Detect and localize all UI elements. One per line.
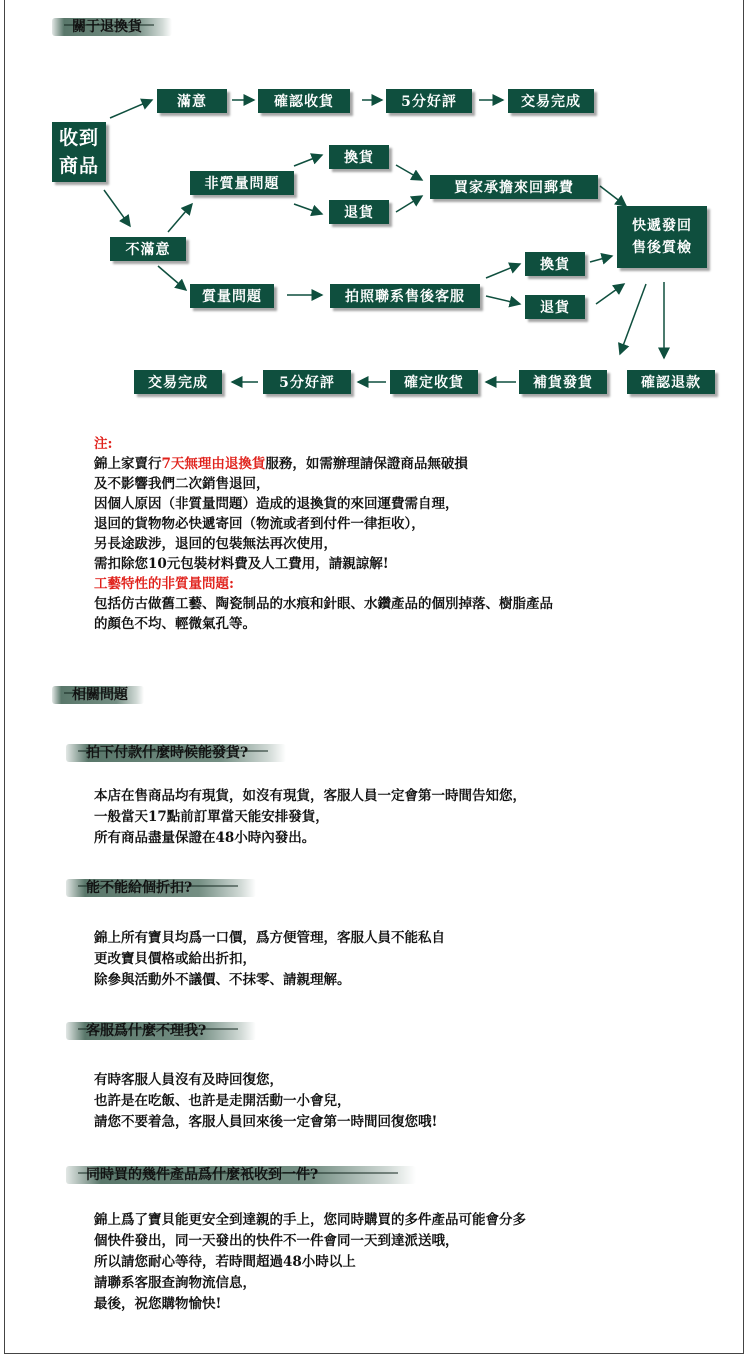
confirm-receipt-box: 確認收貨 — [258, 89, 350, 113]
craft-body: 包括仿古做舊工藝、陶瓷制品的水痕和針眼、水鑽產品的個別掉落、樹脂產品 的顏色不均、輕微氣孔等。 — [94, 596, 553, 632]
faq-answer-3: 有時客服人員沒有及時回復您， 也許是在吃飯、也許是走開活動一小會兒， 請您不要着急，客服人員回來後一定會第一時間回復您哦! — [94, 1072, 438, 1130]
resend-box: 補貨發貨 — [519, 370, 607, 394]
confirm-receipt-box-2: 確定收貨 — [390, 370, 478, 394]
deal-done-box-1: 交易完成 — [508, 89, 594, 113]
note-label: 注: — [94, 436, 113, 452]
five-star-box-1: 5分好評 — [386, 89, 472, 113]
section-header-returns: 關于退換貨 — [52, 14, 172, 40]
quality-issue-box: 質量問題 — [190, 284, 274, 308]
photo-service-box: 拍照聯系售後客服 — [330, 284, 480, 308]
exchange-box-2: 換貨 — [525, 252, 585, 276]
note-body: 及不影響我們二次銷售退回， 因個人原因（非質量問題）造成的退換貨的來回運費需自理， 退回的貨物物必快遞寄回（物流或者到付件一律拒收）， 另長途跋涉，退回的包裝無法再次使用， 需扣除您10元包裝材料費及人工費用，請親諒解! — [94, 476, 459, 572]
express-check-box: 快遞發回 售後質檢 — [617, 206, 707, 268]
faq-answer-4: 錦上爲了寶貝能更安全到達親的手上，您同時購買的多件產品可能會分多 個快件發出，同一天發出的快件不一件會同一天到達派送哦， 所以請您耐心等待，若時間超過48小時以上 請聯系客服查詢物流信息， 最後，祝您購物愉快! — [94, 1212, 526, 1312]
faq-question-4: 同時買的幾件產品爲什麼衹收到一件? — [66, 1162, 416, 1188]
faq-question-1: 拍下付款什麼時候能發貨? — [66, 740, 286, 766]
satisfied-box: 滿意 — [157, 89, 227, 113]
faq-answer-1: 本店在售商品均有現貨，如沒有現貨，客服人員一定會第一時間告知您， 一般當天17點前訂單當天能安排發貨， 所有商品盡量保證在48小時內發出。 — [94, 788, 526, 846]
craft-title: 工藝特性的非質量問題: — [94, 576, 234, 592]
five-star-box-2: 5分好評 — [263, 370, 351, 394]
buyer-pays-shipping-box: 買家承擔來回郵費 — [430, 175, 598, 199]
section-header-related: 相關問題 — [52, 682, 144, 708]
return-box-2: 退貨 — [525, 295, 585, 319]
non-quality-box: 非質量問題 — [190, 171, 294, 195]
faq-question-3: 客服爲什麼不理我? — [66, 1018, 256, 1044]
faq-question-2: 能不能給個折扣? — [66, 875, 256, 901]
seven-day-return-highlight: 7天無理由退換貨 — [161, 456, 266, 472]
not-satisfied-box: 不滿意 — [110, 237, 186, 261]
faq-answer-2: 錦上所有寶貝均爲一口價，爲方便管理，客服人員不能私自 更改寶貝價格或給出折扣， 除參與活動外不議價、不抹零、請親理解。 — [94, 930, 445, 988]
return-box-1: 退貨 — [329, 200, 389, 224]
exchange-box-1: 換貨 — [329, 145, 389, 169]
received-goods-box: 收到 商品 — [52, 122, 106, 182]
confirm-refund-box: 確認退款 — [627, 370, 715, 394]
deal-done-box-2: 交易完成 — [134, 370, 222, 394]
note-line-1: 錦上家賣行7天無理由退換貨服務，如需辦理請保證商品無破損 — [94, 456, 468, 472]
